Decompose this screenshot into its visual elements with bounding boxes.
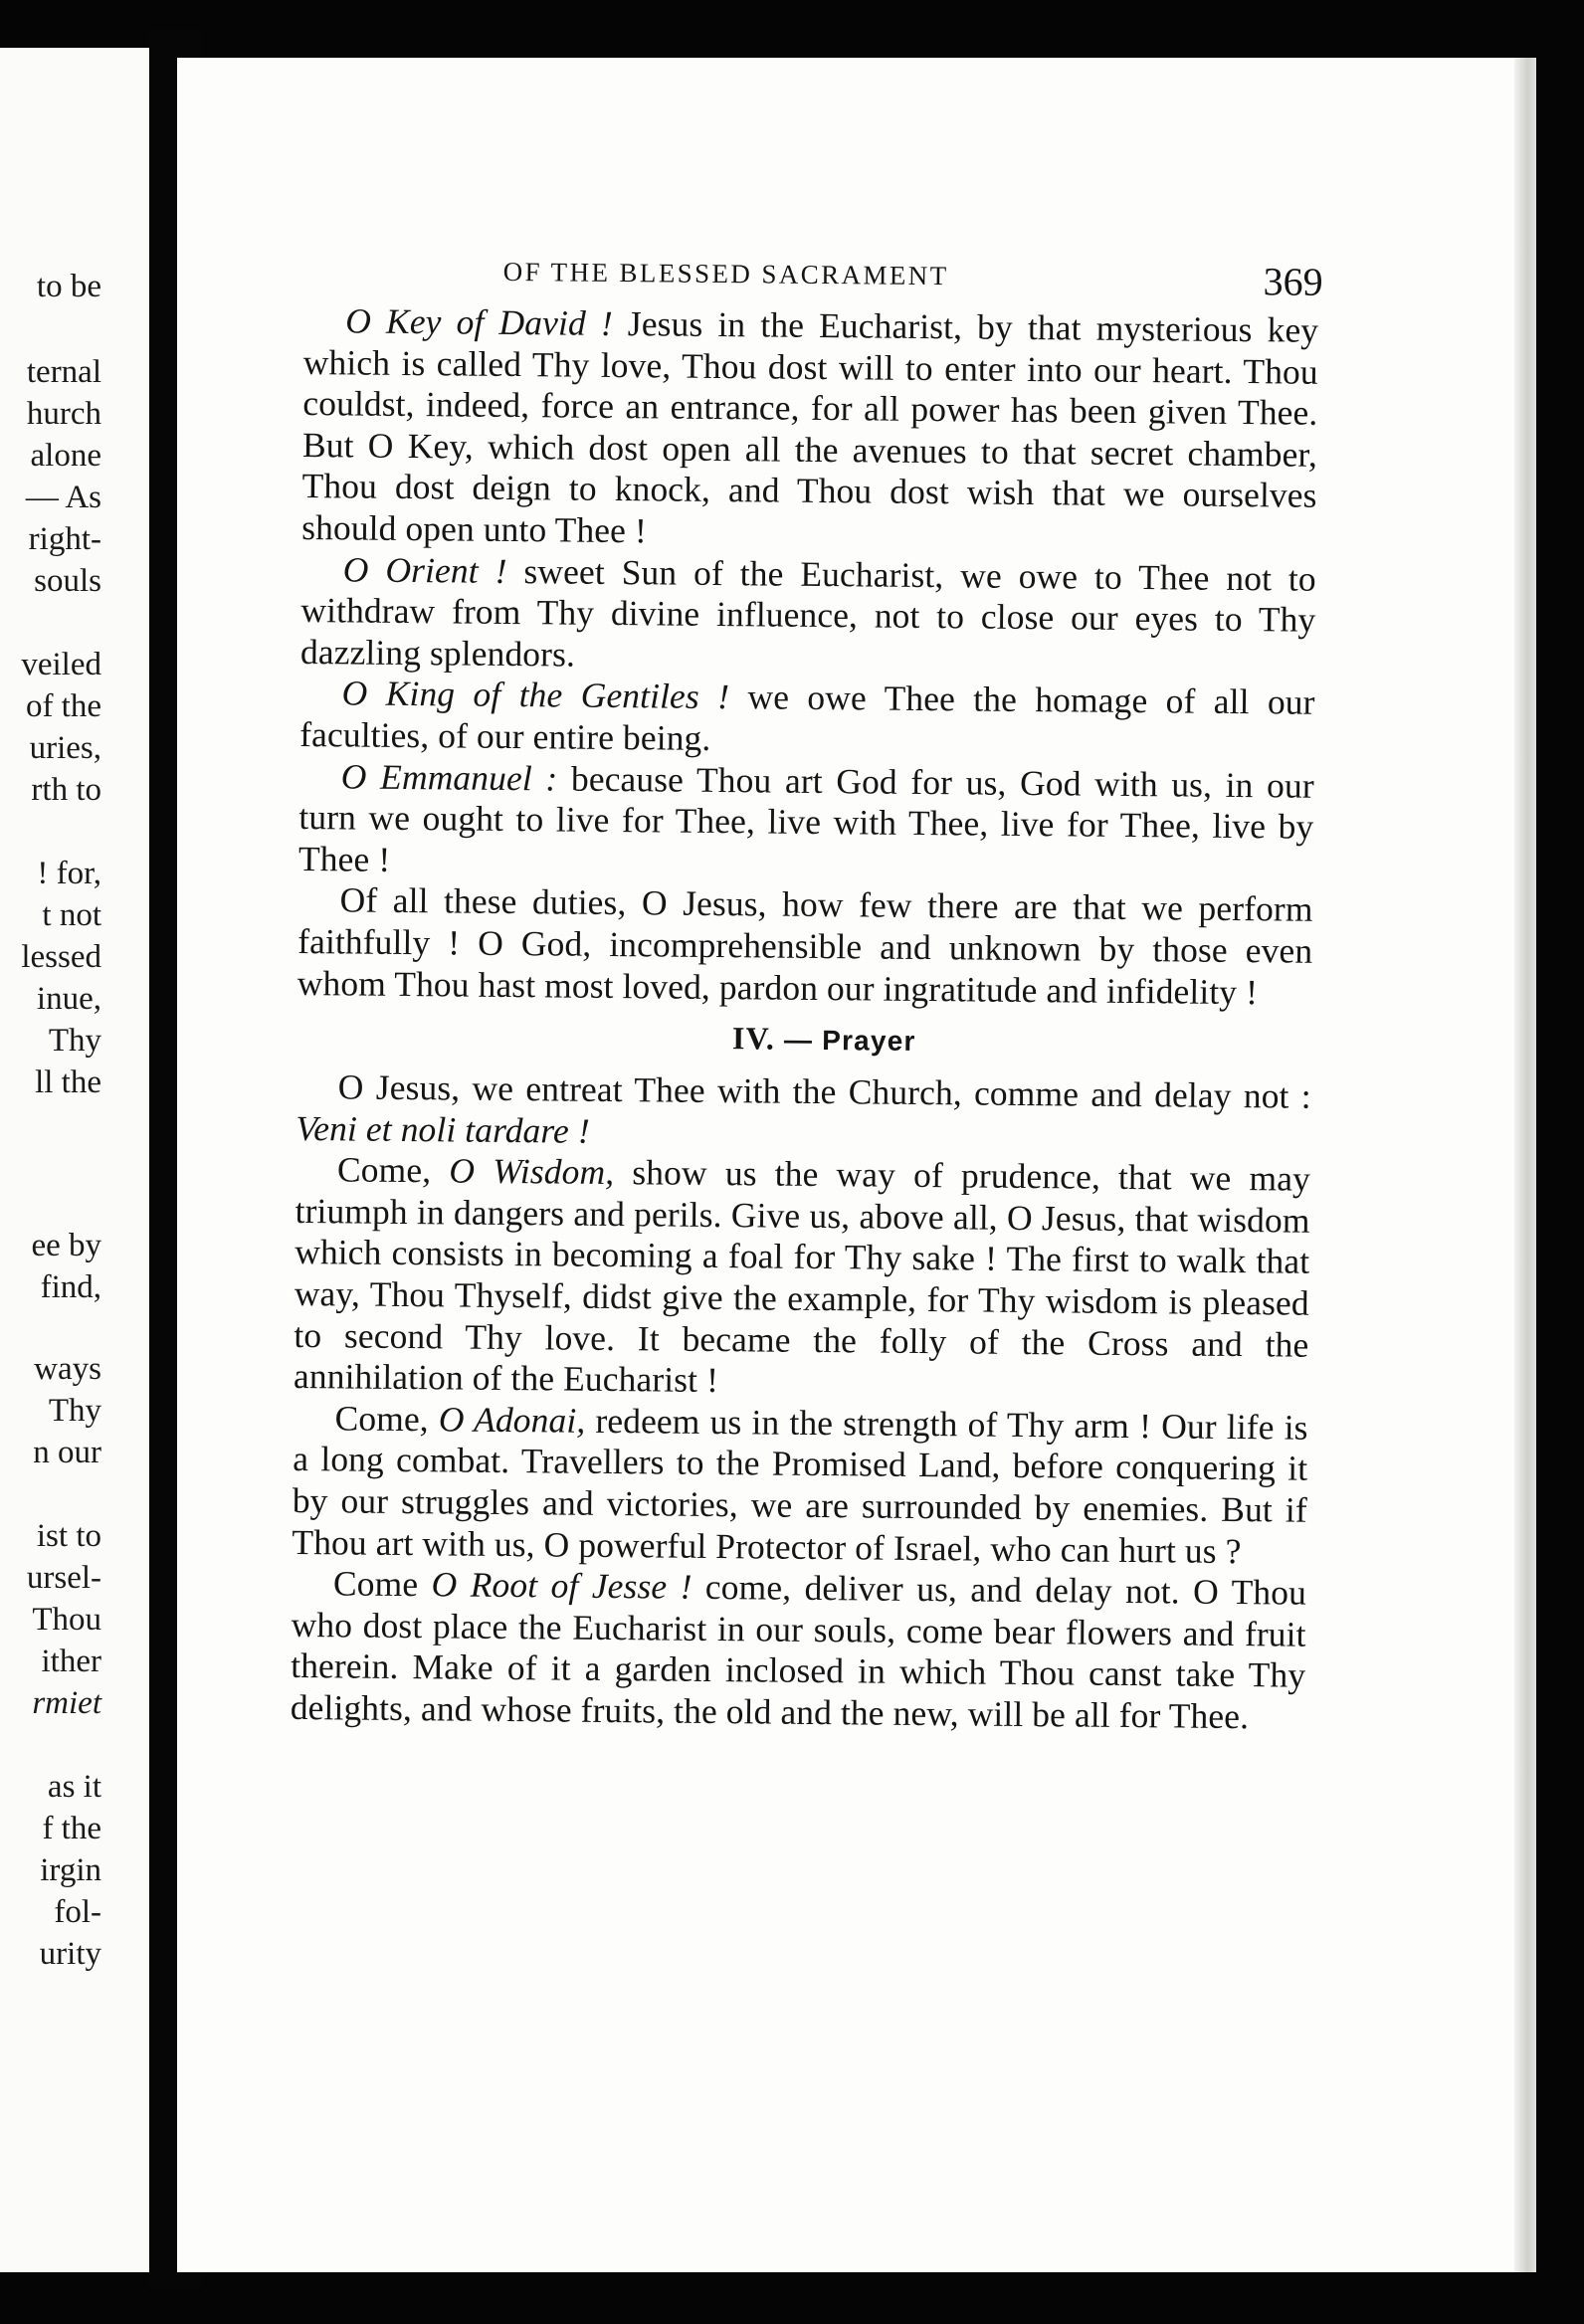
invocation-title: O Key of David !	[344, 300, 613, 343]
paragraph-text: come, deliver us, and delay not. O Thou who dost place the Eucharist in our souls, come bear flowers and fruit therein. Make of it a garden inclosed in which Thou canst take Thy delights, and whose fruits, the old and the new, will be all for Thee.	[290, 1567, 1307, 1737]
facing-page-line: Thou	[32, 1602, 101, 1638]
section-heading	[297, 1016, 1311, 1063]
paragraph-text: Come	[332, 1563, 432, 1605]
paragraph-text: O Jesus, we entreat Thee with the Church, comme and delay not :	[337, 1066, 1311, 1116]
section-dash: —	[774, 1024, 823, 1057]
facing-page-line: urity	[39, 1936, 101, 1972]
paragraph-text: we owe Thee the homage of all our faculties, of our entire being.	[299, 677, 1315, 758]
facing-page-line: souls	[34, 563, 101, 599]
page-text-block	[290, 237, 1323, 1738]
facing-page-line: ways	[34, 1351, 101, 1387]
facing-page-line: lessed	[21, 939, 101, 975]
paragraph-text: Come,	[336, 1149, 450, 1191]
book-page	[177, 58, 1536, 2272]
facing-page-line: ursel-	[26, 1560, 101, 1596]
paragraph-text: show us the way of prudence, that we may triumph in dangers and perils. Give us, above all, O Jesus, that wisdom which consists in becoming a foal for Thy sake ! The first to walk that way, Thou Thyself, didst give the example, for Thy wisdom is pleased to second Thy love. It became the folly of the Cross and the annihilation of the Eucharist !	[293, 1152, 1311, 1401]
facing-page	[0, 48, 149, 2272]
facing-page-line: inue,	[36, 981, 101, 1017]
facing-page-line: — As	[25, 480, 101, 515]
prayer-section	[291, 1066, 1311, 1738]
facing-page-line: ist to	[36, 1518, 101, 1554]
prayer-paragraph	[296, 1066, 1311, 1159]
prayer-paragraph	[294, 1149, 1310, 1407]
prayer-paragraph	[291, 1563, 1307, 1738]
invocations	[297, 300, 1319, 1014]
invocation-title: O King of the Gentiles !	[341, 673, 730, 717]
paragraph	[299, 673, 1315, 765]
facing-page-line: fol-	[54, 1894, 101, 1930]
running-head-title: OF THE BLESSED SACRAMENT	[502, 256, 949, 291]
facing-page-line: Thy	[48, 1023, 101, 1059]
page-edge	[1514, 58, 1536, 2272]
paragraph-text: redeem us in the strength of Thy arm ! Our life is a long combat. Travellers to the Promised Land, before conquering it by our struggles and victories, we are surrounded by enemies. But if Thou art with us, O powerful Protector of Israel, who can hurt us ?	[292, 1400, 1308, 1571]
invocation-title: O Orient !	[342, 548, 507, 591]
page-number: 369	[1263, 259, 1323, 304]
facing-page-line: ! for,	[37, 856, 101, 891]
facing-page-line: ll the	[35, 1065, 101, 1100]
facing-page-line: of the	[25, 688, 101, 724]
paragraph-text: Of all these duties, O Jesus, how few there are that we perform faithfully ! O God, incomprehensible and unknown by those even whom Thou hast most loved, pardon our ingratitude and infidelity !	[297, 879, 1313, 1012]
facing-page-line: rmiet	[32, 1685, 101, 1721]
facing-page-line: f the	[42, 1811, 101, 1846]
facing-page-line: ternal	[26, 354, 101, 390]
paragraph-text: sweet Sun of the Eucharist, we owe to Thee not to withdraw from Thy divine influence, not to close our eyes to Thy dazzling splendors.	[299, 550, 1316, 675]
facing-page-line: veiled	[21, 647, 101, 682]
facing-page-line: ee by	[31, 1228, 101, 1263]
facing-page-line: hurch	[26, 396, 101, 432]
facing-page-line: find,	[40, 1269, 101, 1305]
running-head	[303, 237, 1323, 306]
facing-page-line: alone	[30, 438, 101, 474]
facing-page-line: right-	[28, 521, 101, 557]
invocation-title: O Adonai,	[438, 1399, 586, 1441]
facing-page-line: as it	[47, 1769, 101, 1805]
facing-page-line: uries,	[29, 730, 101, 766]
paragraph	[297, 879, 1313, 1014]
facing-page-line: Thy	[48, 1393, 101, 1429]
paragraph-text: because Thou art God for us, God with us, in our turn we ought to live for Thee, live with Thee, live for Thee, live by Thee !	[297, 757, 1314, 879]
paragraph-text: Come,	[334, 1398, 440, 1440]
invocation-title: O Wisdom,	[449, 1150, 615, 1193]
facing-page-line: t not	[42, 897, 101, 933]
facing-page-line: rth to	[31, 772, 101, 808]
facing-page-line: irgin	[40, 1852, 101, 1888]
paragraph	[301, 300, 1318, 558]
facing-page-line: n our	[33, 1435, 101, 1470]
prayer-paragraph	[292, 1398, 1308, 1573]
paragraph	[298, 756, 1314, 890]
paragraph-text: Jesus in the Eucharist, by that mysterious key which is called Thy love, Thou dost will to enter into our heart. Thou couldst, indeed, force an entrance, for all power has been given Thee. But O Key, which dost open all the avenues to that secret chamber, Thou dost deign to knock, and Thou dost wish that we ourselves should open unto Thee !	[301, 302, 1319, 551]
invocation-title: Veni et noli tardare !	[296, 1107, 590, 1151]
paragraph	[300, 549, 1316, 683]
section-title: Prayer	[822, 1025, 916, 1058]
section-number: IV.	[731, 1020, 776, 1057]
facing-page-line: to be	[36, 269, 101, 304]
invocation-title: O Root of Jesse !	[431, 1564, 693, 1608]
facing-page-line: ither	[41, 1644, 101, 1679]
invocation-title: O Emmanuel :	[340, 755, 558, 798]
